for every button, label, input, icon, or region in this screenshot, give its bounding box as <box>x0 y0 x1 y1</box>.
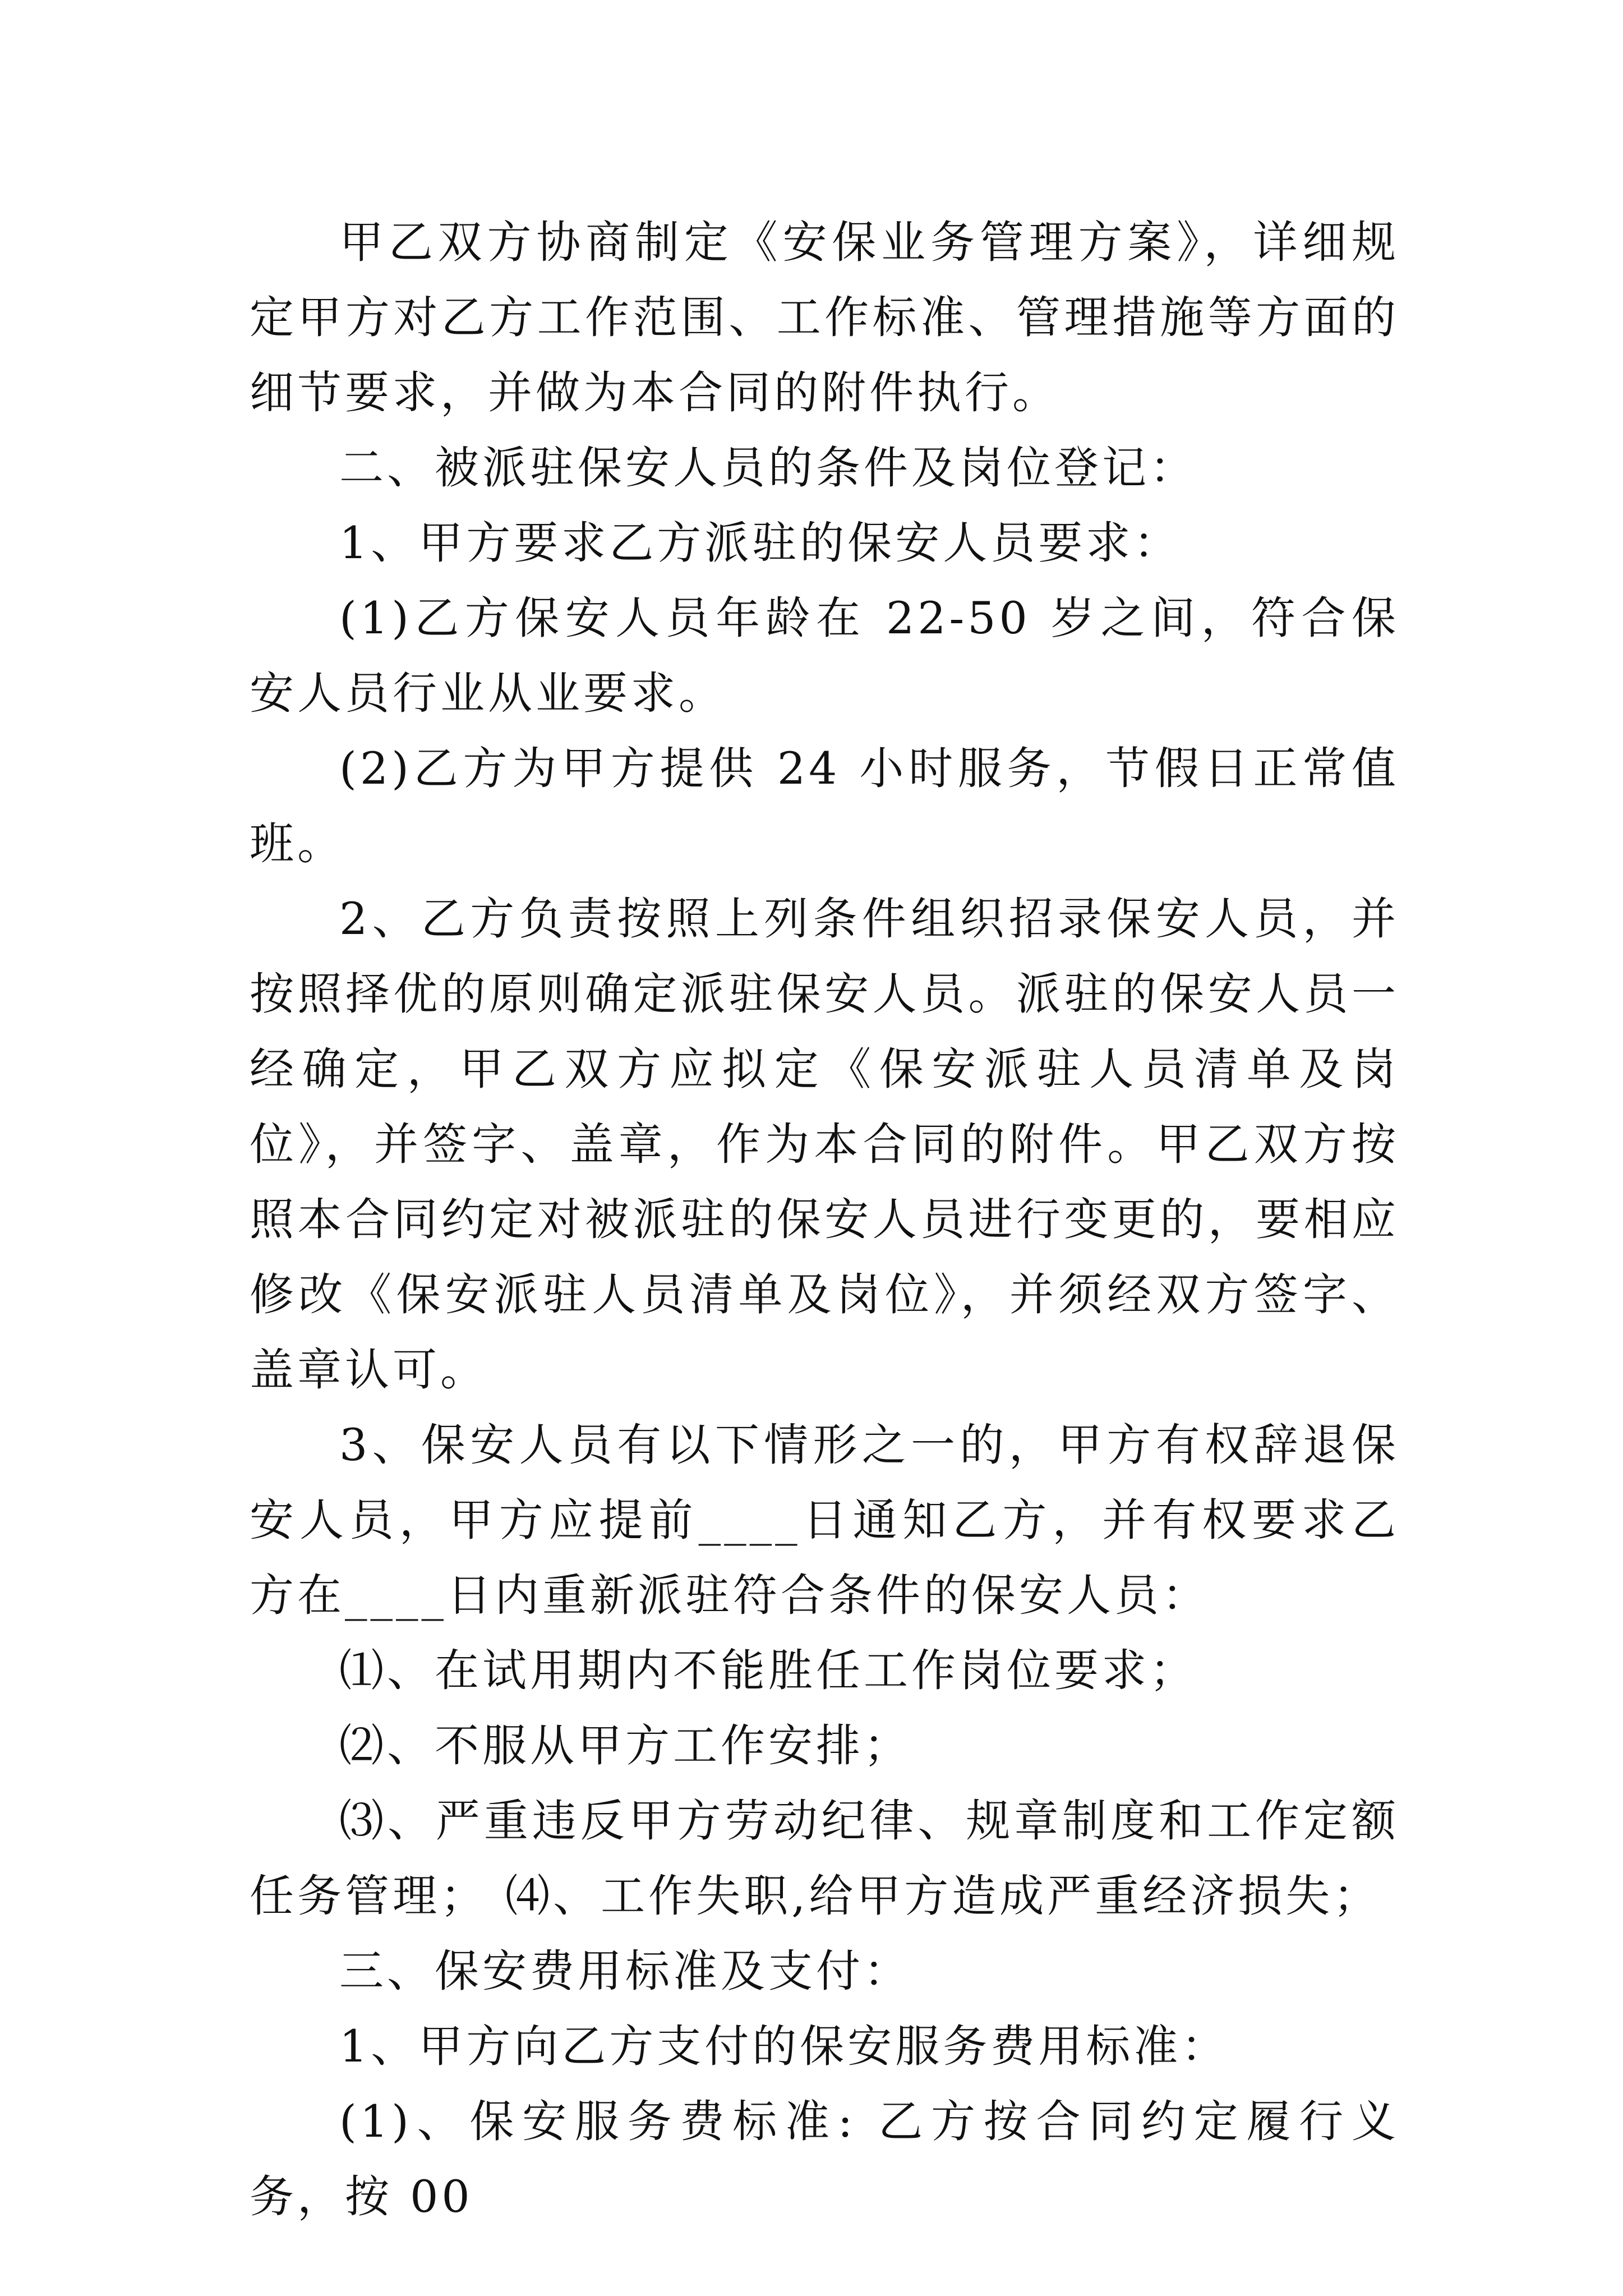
clause-1-fee-standard: 1、甲方向乙方支付的保安服务费用标准： <box>339 2021 1229 2072</box>
clause-2-recruitment: 2、乙方负责按照上列条件组织招录保安人员，并按照择优的原则确定派驻保安人员。派驻的保安人员一经确定，甲乙双方应拟定《保安派驻人员清单及岗位》，并签字、盖章，作为本合同的附件。甲乙双方按照本合同约定对被派驻的保安人员进行变更的，要相应修改《保安派驻人员清单及岗位》，并须经双方签字、盖章认可。 <box>250 893 1399 1396</box>
section-heading-personnel-conditions: 二、被派驻保安人员的条件及岗位登记： <box>339 442 1197 494</box>
dismissal-reason-2: ⑵、不服从甲方工作安排； <box>339 1720 911 1772</box>
section-heading-fees: 三、保安费用标准及支付： <box>339 1945 911 1997</box>
sub-clause-service-fee: (1)、保安服务费标准: 乙方按合同约定履行义务，按 00 <box>250 2096 1399 2223</box>
sub-clause-age-requirement: (1)乙方保安人员年龄在 22-50 岁之间，符合保安人员行业从业要求。 <box>250 592 1399 719</box>
clause-1-personnel-requirements: 1、甲方要求乙方派驻的保安人员要求： <box>339 517 1182 569</box>
dismissal-reason-3-4: ⑶、严重违反甲方劳动纪律、规章制度和工作定额任务管理； ⑷、工作失职,给甲方造成严重经济损失； <box>250 1795 1399 1922</box>
paragraph-management-plan: 甲乙双方协商制定《安保业务管理方案》，详细规定甲方对乙方工作范围、工作标准、管理措施等方面的细节要求，并做为本合同的附件执行。 <box>250 217 1399 418</box>
dismissal-reason-1: ⑴、在试用期内不能胜任工作岗位要求； <box>339 1645 1197 1696</box>
document-body <box>250 205 1399 2234</box>
sub-clause-24-hour-service: (2)乙方为甲方提供 24 小时服务，节假日正常值班。 <box>250 743 1399 869</box>
clause-3-dismissal: 3、保安人员有以下情形之一的，甲方有权辞退保安人员，甲方应提前____日通知乙方，并有权要求乙方在____日内重新派驻符合条件的保安人员： <box>250 1419 1399 1621</box>
